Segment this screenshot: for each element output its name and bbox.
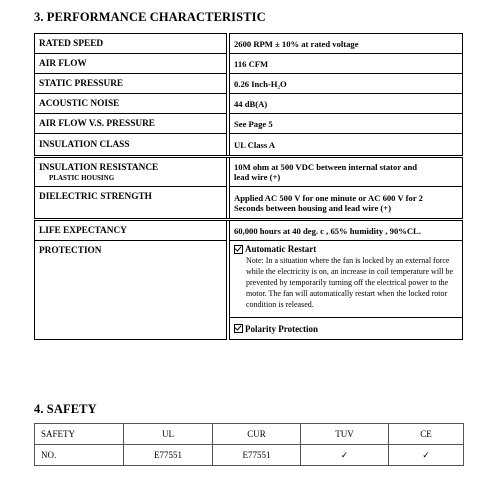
row-label: STATIC PRESSURE — [35, 74, 227, 94]
row-value — [230, 158, 463, 187]
row-label: LIFE EXPECTANCY — [35, 221, 227, 241]
row-label: RATED SPEED — [35, 34, 227, 54]
checked-box-icon — [234, 245, 243, 254]
polarity-title: Polarity Protection — [245, 323, 319, 334]
row-value-line: 10M ohm at 500 VDC between internal stator and — [234, 162, 418, 172]
row-label: DIELECTRIC STRENGTH — [35, 187, 227, 219]
row-label — [35, 158, 227, 187]
section-title-performance: 3. PERFORMANCE CHARACTERISTIC — [34, 10, 266, 24]
row-label: INSULATION CLASS — [35, 134, 227, 156]
row-value: See Page 5 — [230, 114, 463, 134]
row-value: 116 CFM — [230, 54, 463, 74]
checked-box-icon — [234, 324, 243, 333]
row-value — [230, 187, 463, 219]
row-value-line: lead wire (+) — [234, 172, 281, 182]
table-row — [35, 187, 463, 219]
row-label: PROTECTION — [35, 241, 227, 340]
table-row — [35, 74, 463, 94]
table-cell: NO. — [35, 445, 124, 466]
row-label: ACOUSTIC NOISE — [35, 94, 227, 114]
row-value: 44 dB(A) — [230, 94, 463, 114]
protection-auto-restart — [230, 241, 463, 318]
header-cell: CE — [389, 424, 464, 445]
table-row — [35, 158, 463, 187]
table-header-row — [35, 424, 464, 445]
row-value: 60,000 hours at 40 deg. c , 65% humidity , 90%CL. — [230, 221, 463, 241]
safety-table — [34, 423, 464, 466]
protection-polarity — [230, 318, 463, 340]
row-sublabel: PLASTIC HOUSING — [49, 173, 115, 182]
row-value: UL Class A — [230, 134, 463, 156]
auto-restart-note: Note: In a situation where the fan is locked by an external force while the electricity is on, an increase in coil temperature will be prevented by temporarily turning off the electrical power to the motor. The fan will automatically restart when the locked rotor condition is released. — [246, 256, 454, 309]
table-row — [35, 34, 463, 54]
performance-table — [34, 33, 463, 340]
row-value: 2600 RPM ± 10% at rated voltage — [230, 34, 463, 54]
row-value: 0.26 Inch-H₂O — [230, 74, 463, 94]
header-cell: CUR — [213, 424, 301, 445]
table-row — [35, 221, 463, 241]
row-label: AIR FLOW — [35, 54, 227, 74]
header-cell: SAFETY — [35, 424, 124, 445]
table-row — [35, 94, 463, 114]
table-row — [35, 445, 464, 466]
checkmark-icon: ✓ — [389, 445, 464, 466]
checkmark-icon: ✓ — [301, 445, 389, 466]
table-cell: E77551 — [213, 445, 301, 466]
row-value-line: Seconds between housing and lead wire (+) — [234, 202, 392, 213]
row-label: AIR FLOW V.S. PRESSURE — [35, 114, 227, 134]
row-value-line: Applied AC 500 V for one minute or AC 600 V for 2 — [234, 192, 423, 203]
header-cell: TUV — [301, 424, 389, 445]
section-title-safety: 4. SAFETY — [34, 402, 97, 416]
auto-restart-title: Automatic Restart — [245, 244, 317, 254]
table-row — [35, 114, 463, 134]
table-row — [35, 134, 463, 156]
table-row — [35, 54, 463, 74]
row-label-text: INSULATION RESISTANCE — [39, 162, 159, 173]
table-cell: E77551 — [124, 445, 213, 466]
table-row — [35, 241, 463, 318]
header-cell: UL — [124, 424, 213, 445]
